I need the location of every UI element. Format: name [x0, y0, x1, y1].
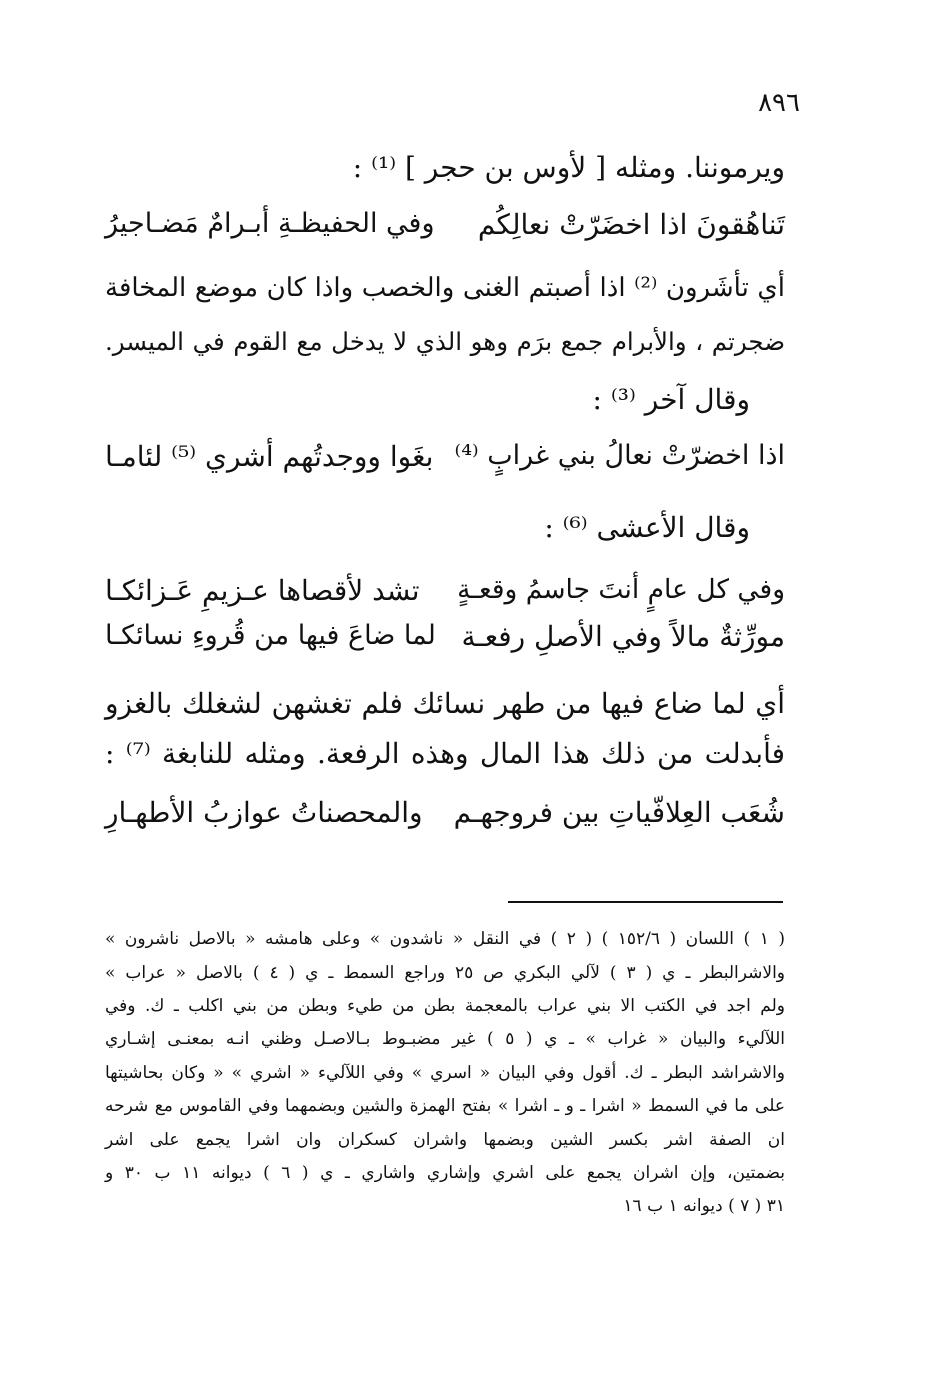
- said-asha-line: وقال الأعشى ⁽⁶⁾ :: [544, 511, 750, 544]
- verse-4-second-hemistich: لما ضاعَ فيها من قُروءِ نسائكـا: [105, 620, 436, 651]
- intro-line: ويرموننا. ومثله [ لأوس بن حجر ] ⁽¹⁾ :: [352, 151, 785, 184]
- verse-3-first-hemistich: وفي كل عامٍ أنتَ جاسمُ وقعـةٍ: [457, 574, 785, 605]
- verse-5-second-hemistich: والمحصناتُ عوازبُ الأطهـارِ: [105, 796, 423, 829]
- footnote-line: بضمتين، وإن اشران يجمع على اشري وإشاري واشاري ـ ي ( ٦ ) ديوانه ١١ ب ٣٠ و: [105, 1163, 786, 1183]
- verse-5-first-hemistich: شُعَب العِلافّياتِ بين فروجهـم: [453, 796, 785, 829]
- footnote-line: ٣١ ( ٧ ) ديوانه ١ ب ١٦: [623, 1196, 785, 1216]
- footnote-line: على ما في السمط « اشرا ـ و ـ اشرا » بفتح الهمزة والشين وبضمهما وفي القاموس مع شرحه: [105, 1096, 785, 1116]
- paragraph-2-line-1: أي لما ضاع فيها من طهر نسائك فلم تغشهن لشغلك بالغزو: [105, 687, 785, 720]
- page-number: ٨٩٦: [758, 88, 800, 118]
- footnote-line: ولم اجد في الكتب الا بني عراب بالمعجمة بطن من طيء وبطن من بني اكلب ـ ك. وفي: [105, 996, 785, 1016]
- verse-3-second-hemistich: تشد لأقصاها عـزيمِ عَـزائكـا: [105, 574, 420, 607]
- footnote-line: والاشرالبطر ـ ي ( ٣ ) لآلي البكري ص ٢٥ وراجع السمط ـ ي ( ٤ ) بالاصل « عراب »: [105, 963, 786, 983]
- verse-1: [105, 208, 785, 252]
- footnote-line: ( ١ ) اللسان ( ١٥٢/٦ ) ( ٢ ) في النقل « ناشدون » وعلى هامشه « بالاصل ناشرون »: [105, 929, 785, 949]
- verse-2: [105, 440, 785, 484]
- verse-3: [105, 574, 785, 618]
- verse-4: [105, 620, 785, 664]
- footnote-line: ان الصفة اشر بكسر الشين وبضمها واشران كسكران وان اشرا يجمع على اشر: [105, 1130, 785, 1150]
- paragraph-1-line-2: ضجرتم ، والأبرام جمع برَم وهو الذي لا يدخل مع القوم في الميسر.: [105, 327, 785, 356]
- footnote-line: والاشراشد البطر ـ ك. أقول وفي البيان « اسري » وفي اللآليء « اشري » « وكان بحاشيتها: [105, 1063, 785, 1083]
- verse-5: [105, 796, 785, 840]
- paragraph-1-line-1: أي تأشَرون ⁽²⁾ اذا أصبتم الغنى والخصب واذا كان موضع المخافة: [105, 273, 785, 303]
- paragraph-2-line-2: فأبدلت من ذلك هذا المال وهذه الرفعة. ومثله للنابغة ⁽⁷⁾ :: [105, 737, 786, 770]
- verse-1-second-hemistich: وفي الحفيظـةِ أبـرامٌ مَضـاجيرُ: [105, 208, 435, 239]
- verse-2-second-hemistich: بغَوا ووجدتُهم أشري ⁽⁵⁾ لئامـا: [105, 440, 434, 473]
- said-another-line: وقال آخر ⁽³⁾ :: [592, 383, 750, 416]
- footnote-separator: [508, 901, 783, 903]
- verse-2-first-hemistich: اذا اخضرّتْ نعالُ بني غرابٍ ⁽⁴⁾: [454, 440, 785, 471]
- verse-4-first-hemistich: مورِّثةٌ مالاً وفي الأصلِ رفعـة: [461, 620, 785, 653]
- footnote-line: اللآليء والبيان « غراب » ـ ي ( ٥ ) غير مضبـوط بـالاصـل وظني انـه بمعنـى إشـاري: [105, 1029, 786, 1049]
- verse-1-first-hemistich: تَناهُقونَ اذا اخضَرّتْ نعالِكُم: [477, 208, 785, 241]
